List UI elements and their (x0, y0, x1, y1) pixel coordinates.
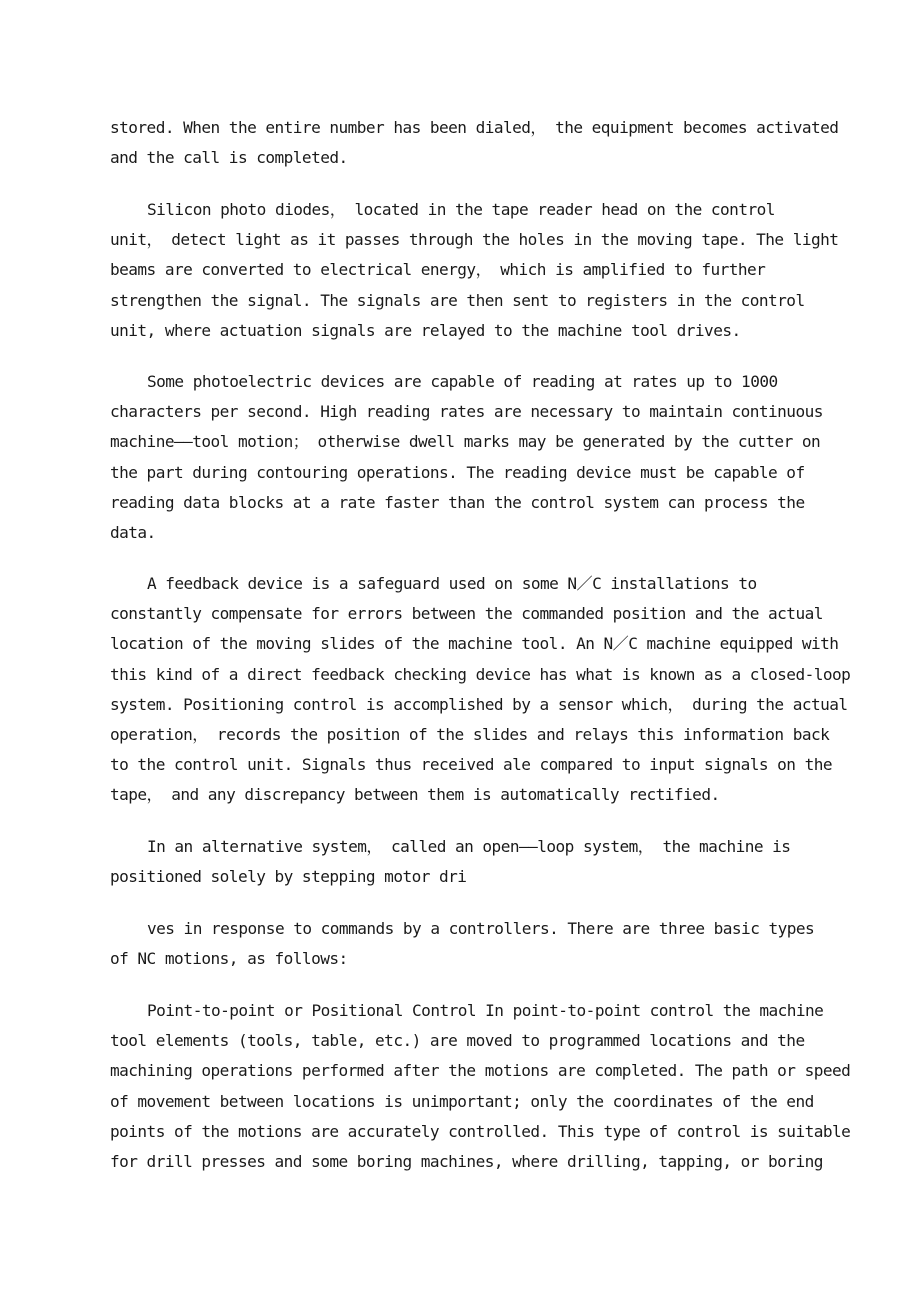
text-line: machine——tool motion； otherwise dwell marks may be generated by the cutter on (110, 432, 821, 452)
paragraph-4 (110, 569, 860, 811)
text-line: ves in response to commands by a controllers. There are three basic types (147, 919, 815, 938)
text-line: unit， detect light as it passes through the holes in the moving tape. The light (110, 230, 839, 250)
text-line: tool elements (tools, table, etc.) are moved to programmed locations and the (110, 1031, 805, 1051)
text-line: data. (110, 523, 156, 543)
paragraph-3 (110, 367, 860, 548)
text-line: Some photoelectric devices are capable of reading at rates up to 1000 (147, 372, 778, 391)
text-line: system. Positioning control is accomplished by a sensor which， during the actual (110, 694, 848, 714)
text-line: operation， records the position of the slides and relays this information back (110, 725, 830, 745)
text-line: and the call is completed. (110, 148, 348, 168)
text-line: of movement between locations is unimportant; only the coordinates of the end (110, 1091, 814, 1111)
text-line: for drill presses and some boring machines, where drilling, tapping, or boring (110, 1152, 823, 1172)
text-line: of NC motions, as follows: (110, 949, 348, 969)
text-line: the part during contouring operations. The reading device must be capable of (110, 462, 805, 482)
text-line: Silicon photo diodes， located in the tape reader head on the control (147, 200, 775, 219)
paragraph-2 (110, 195, 860, 346)
text-line: tape， and any discrepancy between them is automatically rectified. (110, 785, 720, 805)
text-line: location of the moving slides of the machine tool. An N／C machine equipped with (110, 634, 839, 654)
paragraph-1 (110, 113, 860, 173)
text-line: points of the motions are accurately controlled. This type of control is suitable (110, 1121, 851, 1141)
text-line: reading data blocks at a rate faster than the control system can process the (110, 492, 805, 512)
paragraph-6 (110, 914, 860, 974)
text-line: constantly compensate for errors between the commanded position and the actual (110, 604, 823, 624)
text-line: A feedback device is a safeguard used on some N／C installations to (147, 574, 757, 593)
text-line: Point-to-point or Positional Control In point-to-point control the machine (147, 1001, 824, 1020)
text-line: positioned solely by stepping motor dri (110, 867, 467, 887)
text-line: strengthen the signal. The signals are then sent to registers in the control (110, 290, 805, 310)
text-line: stored. When the entire number has been dialed， the equipment becomes activated (110, 118, 839, 137)
text-line: to the control unit. Signals thus received ale compared to input signals on the (110, 755, 833, 775)
paragraph-5 (110, 832, 860, 892)
text-line: unit, where actuation signals are relayed to the machine tool drives. (110, 320, 741, 340)
text-line: beams are converted to electrical energy， which is amplified to further (110, 260, 766, 280)
text-line: In an alternative system， called an open——loop system， the machine is (147, 837, 791, 856)
text-line: machining operations performed after the motions are completed. The path or speed (110, 1061, 851, 1081)
text-line: this kind of a direct feedback checking device has what is known as a closed-loop (110, 664, 851, 684)
paragraph-7 (110, 996, 860, 1177)
text-line: characters per second. High reading rates are necessary to maintain continuous (110, 402, 823, 422)
